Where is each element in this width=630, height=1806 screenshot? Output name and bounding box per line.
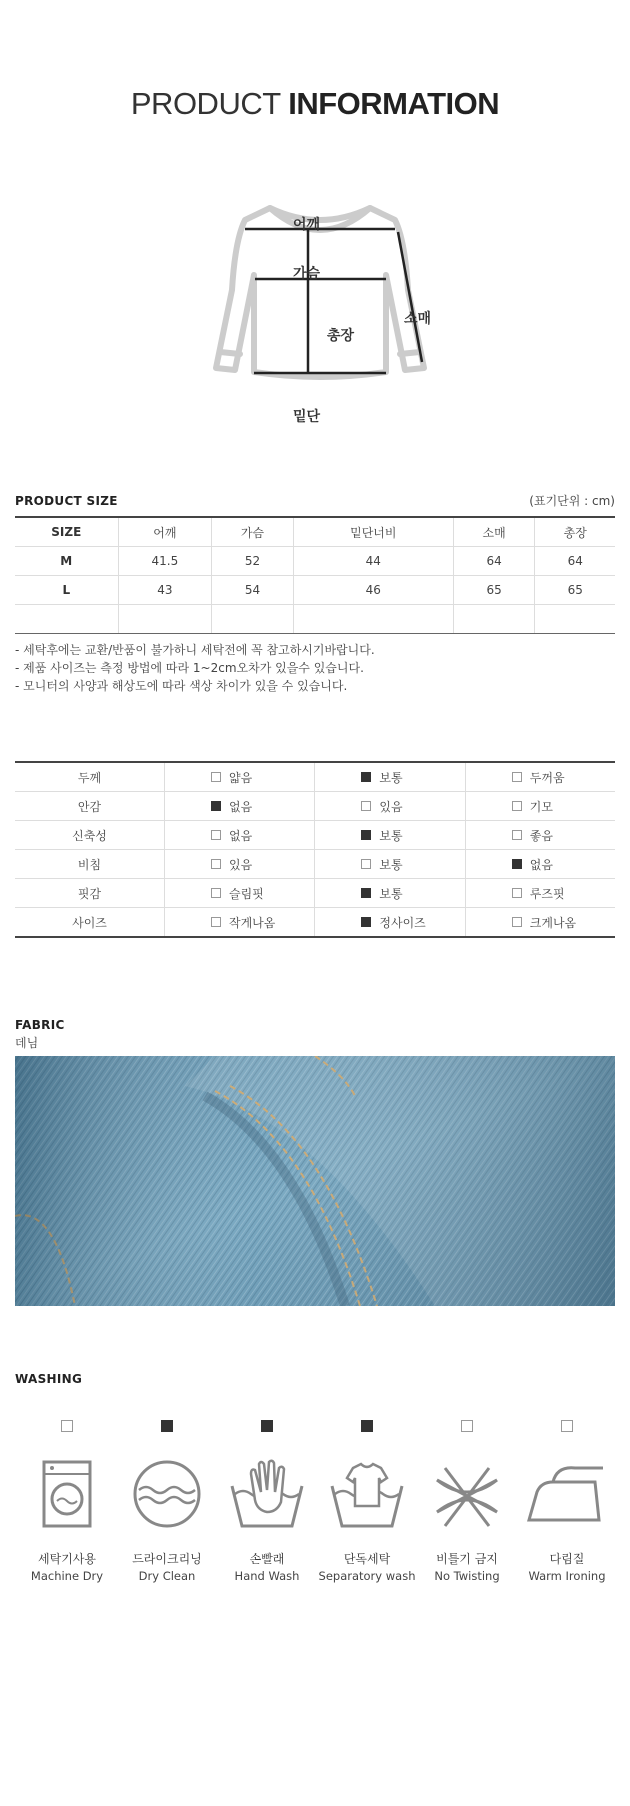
label-chest: 가슴 (293, 266, 321, 282)
checkbox[interactable] (512, 772, 522, 782)
feature-option-wrap (466, 914, 615, 931)
size-header-cell: 소매 (453, 517, 535, 547)
feature-option-wrap (165, 798, 314, 815)
feature-option[interactable] (315, 762, 465, 792)
size-cell (535, 605, 615, 634)
size-cell: 65 (535, 576, 615, 605)
feature-option[interactable] (465, 821, 615, 850)
feature-option-wrap (466, 798, 615, 815)
checkbox[interactable] (512, 801, 522, 811)
checkbox[interactable] (361, 1420, 373, 1432)
feature-option-wrap (315, 769, 464, 786)
feature-option[interactable] (315, 879, 465, 908)
table-row (15, 792, 615, 821)
checkbox[interactable] (512, 917, 522, 927)
size-cell: M (15, 547, 118, 576)
size-unit: (표기단위 : cm) (529, 494, 615, 508)
option-label: 없음 (229, 828, 253, 843)
feature-label: 두께 (15, 762, 165, 792)
size-cell: L (15, 576, 118, 605)
option-label: 루즈핏 (529, 886, 565, 901)
size-header-cell: 밑단너비 (293, 517, 453, 547)
feature-option-wrap (466, 856, 615, 873)
feature-option-wrap (315, 856, 464, 873)
feature-option[interactable] (315, 850, 465, 879)
size-cell (212, 605, 294, 634)
size-table-header (15, 517, 615, 547)
fabric-value: 데님 (15, 1036, 39, 1050)
wash-label-ko: 비틀기 금지 (436, 1552, 498, 1566)
checkbox[interactable] (211, 888, 221, 898)
size-cell: 44 (293, 547, 453, 576)
feature-option[interactable] (315, 821, 465, 850)
wash-item (417, 1420, 517, 1583)
fabric-title: FABRIC (15, 1018, 65, 1032)
washing-machine-icon (17, 1454, 117, 1534)
size-cell: 65 (453, 576, 535, 605)
checkbox[interactable] (361, 888, 371, 898)
option-label: 없음 (529, 857, 553, 872)
checkbox[interactable] (211, 917, 221, 927)
checkbox[interactable] (512, 859, 522, 869)
option-label: 정사이즈 (379, 915, 426, 930)
checkbox[interactable] (211, 830, 221, 840)
size-cell: 43 (118, 576, 212, 605)
table-row (15, 547, 615, 576)
size-cell: 64 (453, 547, 535, 576)
feature-option[interactable] (465, 879, 615, 908)
note-line: - 제품 사이즈는 측정 방법에 따라 1~2cm오차가 있을수 있습니다. (15, 661, 364, 675)
label-hem: 밑단 (293, 409, 321, 425)
option-label: 두꺼움 (529, 770, 565, 785)
wash-label-ko: 세탁기사용 (38, 1552, 96, 1566)
option-label: 보통 (379, 828, 403, 843)
table-row (15, 576, 615, 605)
no-twisting-icon (417, 1454, 517, 1534)
option-label: 있음 (229, 857, 253, 872)
feature-option-wrap (315, 914, 464, 931)
page-title (0, 86, 630, 122)
feature-option[interactable] (165, 908, 315, 938)
feature-label: 신축성 (15, 821, 165, 850)
feature-option-wrap (466, 885, 615, 902)
wash-label-ko: 단독세탁 (343, 1552, 391, 1566)
size-header-cell: 어깨 (118, 517, 212, 547)
option-label: 크게나옴 (529, 915, 577, 930)
title-light: PRODUCT (130, 86, 281, 121)
ironing-icon (517, 1454, 617, 1534)
title-bold: INFORMATION (288, 86, 500, 121)
size-cell (293, 605, 453, 634)
option-label: 보통 (379, 857, 403, 872)
fabric-photo (15, 1056, 615, 1306)
feature-option[interactable] (165, 879, 315, 908)
checkbox[interactable] (512, 888, 522, 898)
note-line: - 세탁후에는 교환/반품이 불가하니 세탁전에 꼭 참고하시기바랍니다. (15, 643, 375, 657)
option-label: 보통 (379, 886, 403, 901)
feature-option-wrap (165, 769, 314, 786)
size-cell (453, 605, 535, 634)
feature-option[interactable] (465, 762, 615, 792)
size-table (15, 516, 615, 634)
wash-item (517, 1420, 617, 1583)
table-row (15, 908, 615, 938)
option-label: 좋음 (529, 828, 553, 843)
feature-option-wrap (315, 798, 464, 815)
size-cell (118, 605, 212, 634)
size-cell: 64 (535, 547, 615, 576)
feature-option-wrap (165, 827, 314, 844)
size-cell (15, 605, 118, 634)
table-row (15, 605, 615, 634)
feature-option-wrap (165, 856, 314, 873)
wash-label-en: Separatory wash (318, 1569, 416, 1583)
feature-option[interactable] (165, 821, 315, 850)
option-label: 작게나옴 (229, 915, 276, 930)
feature-option[interactable] (165, 792, 315, 821)
separate-wash-icon (317, 1454, 417, 1534)
checkbox[interactable] (211, 801, 221, 811)
dry-clean-icon (117, 1454, 217, 1534)
feature-label: 핏감 (15, 879, 165, 908)
option-label: 얇음 (229, 770, 253, 785)
option-label: 없음 (229, 799, 253, 814)
size-cell: 54 (212, 576, 294, 605)
feature-table (15, 761, 615, 938)
feature-option[interactable] (165, 850, 315, 879)
table-row (15, 821, 615, 850)
checkbox[interactable] (361, 917, 371, 927)
product-size-title: PRODUCT SIZE (15, 494, 118, 508)
feature-option-wrap (466, 769, 615, 786)
table-row (15, 879, 615, 908)
wash-label-en: Dry Clean (138, 1569, 196, 1583)
checkbox[interactable] (461, 1420, 473, 1432)
feature-label: 안감 (15, 792, 165, 821)
feature-option-wrap (165, 885, 314, 902)
wash-label-en: Warm Ironing (528, 1569, 606, 1583)
note-line: - 모니터의 사양과 해상도에 따라 색상 차이가 있을 수 있습니다. (15, 679, 348, 693)
measurement-diagram (200, 200, 440, 440)
checkbox[interactable] (261, 1420, 273, 1432)
checkbox[interactable] (561, 1420, 573, 1432)
wash-item (217, 1420, 317, 1583)
checkbox[interactable] (361, 859, 371, 869)
feature-option[interactable] (465, 908, 615, 938)
checkbox[interactable] (211, 772, 221, 782)
wash-item (117, 1420, 217, 1583)
feature-option-wrap (165, 914, 314, 931)
table-row (15, 850, 615, 879)
wash-item (17, 1420, 117, 1583)
wash-label-ko: 손빨래 (249, 1552, 285, 1566)
wash-label-ko: 다림질 (549, 1552, 585, 1566)
label-length: 총장 (327, 328, 355, 344)
feature-option-wrap (315, 827, 464, 844)
size-header-cell: 가슴 (212, 517, 294, 547)
option-label: 기모 (529, 799, 553, 814)
size-header-cell: SIZE (15, 517, 118, 547)
checkbox[interactable] (161, 1420, 173, 1432)
size-header-cell: 총장 (535, 517, 615, 547)
feature-option[interactable] (465, 850, 615, 879)
wash-label-en: Hand Wash (234, 1569, 300, 1583)
feature-option[interactable] (315, 908, 465, 938)
option-label: 있음 (379, 799, 403, 814)
feature-option-wrap (315, 885, 464, 902)
hand-wash-icon (217, 1454, 317, 1534)
table-row (15, 762, 615, 792)
option-label: 슬림핏 (229, 886, 264, 901)
feature-option-wrap (466, 827, 615, 844)
size-cell: 41.5 (118, 547, 212, 576)
label-shoulder: 어깨 (293, 217, 321, 233)
size-cell: 52 (212, 547, 294, 576)
label-sleeve: 소매 (404, 311, 432, 327)
checkbox[interactable] (61, 1420, 73, 1432)
feature-option[interactable] (315, 792, 465, 821)
option-label: 보통 (379, 770, 403, 785)
checkbox[interactable] (361, 830, 371, 840)
feature-option[interactable] (465, 792, 615, 821)
denim-texture-image (15, 1056, 615, 1306)
feature-option[interactable] (165, 762, 315, 792)
wash-label-en: Machine Dry (30, 1569, 104, 1583)
size-cell: 46 (293, 576, 453, 605)
checkbox[interactable] (512, 830, 522, 840)
wash-item (317, 1420, 417, 1583)
feature-label: 사이즈 (15, 908, 165, 938)
wash-label-ko: 드라이크리닝 (132, 1552, 202, 1566)
checkbox[interactable] (211, 859, 221, 869)
size-notes (15, 641, 375, 695)
wash-label-en: No Twisting (434, 1569, 500, 1583)
washing-title: WASHING (15, 1372, 83, 1386)
feature-label: 비침 (15, 850, 165, 879)
checkbox[interactable] (361, 772, 371, 782)
checkbox[interactable] (361, 801, 371, 811)
